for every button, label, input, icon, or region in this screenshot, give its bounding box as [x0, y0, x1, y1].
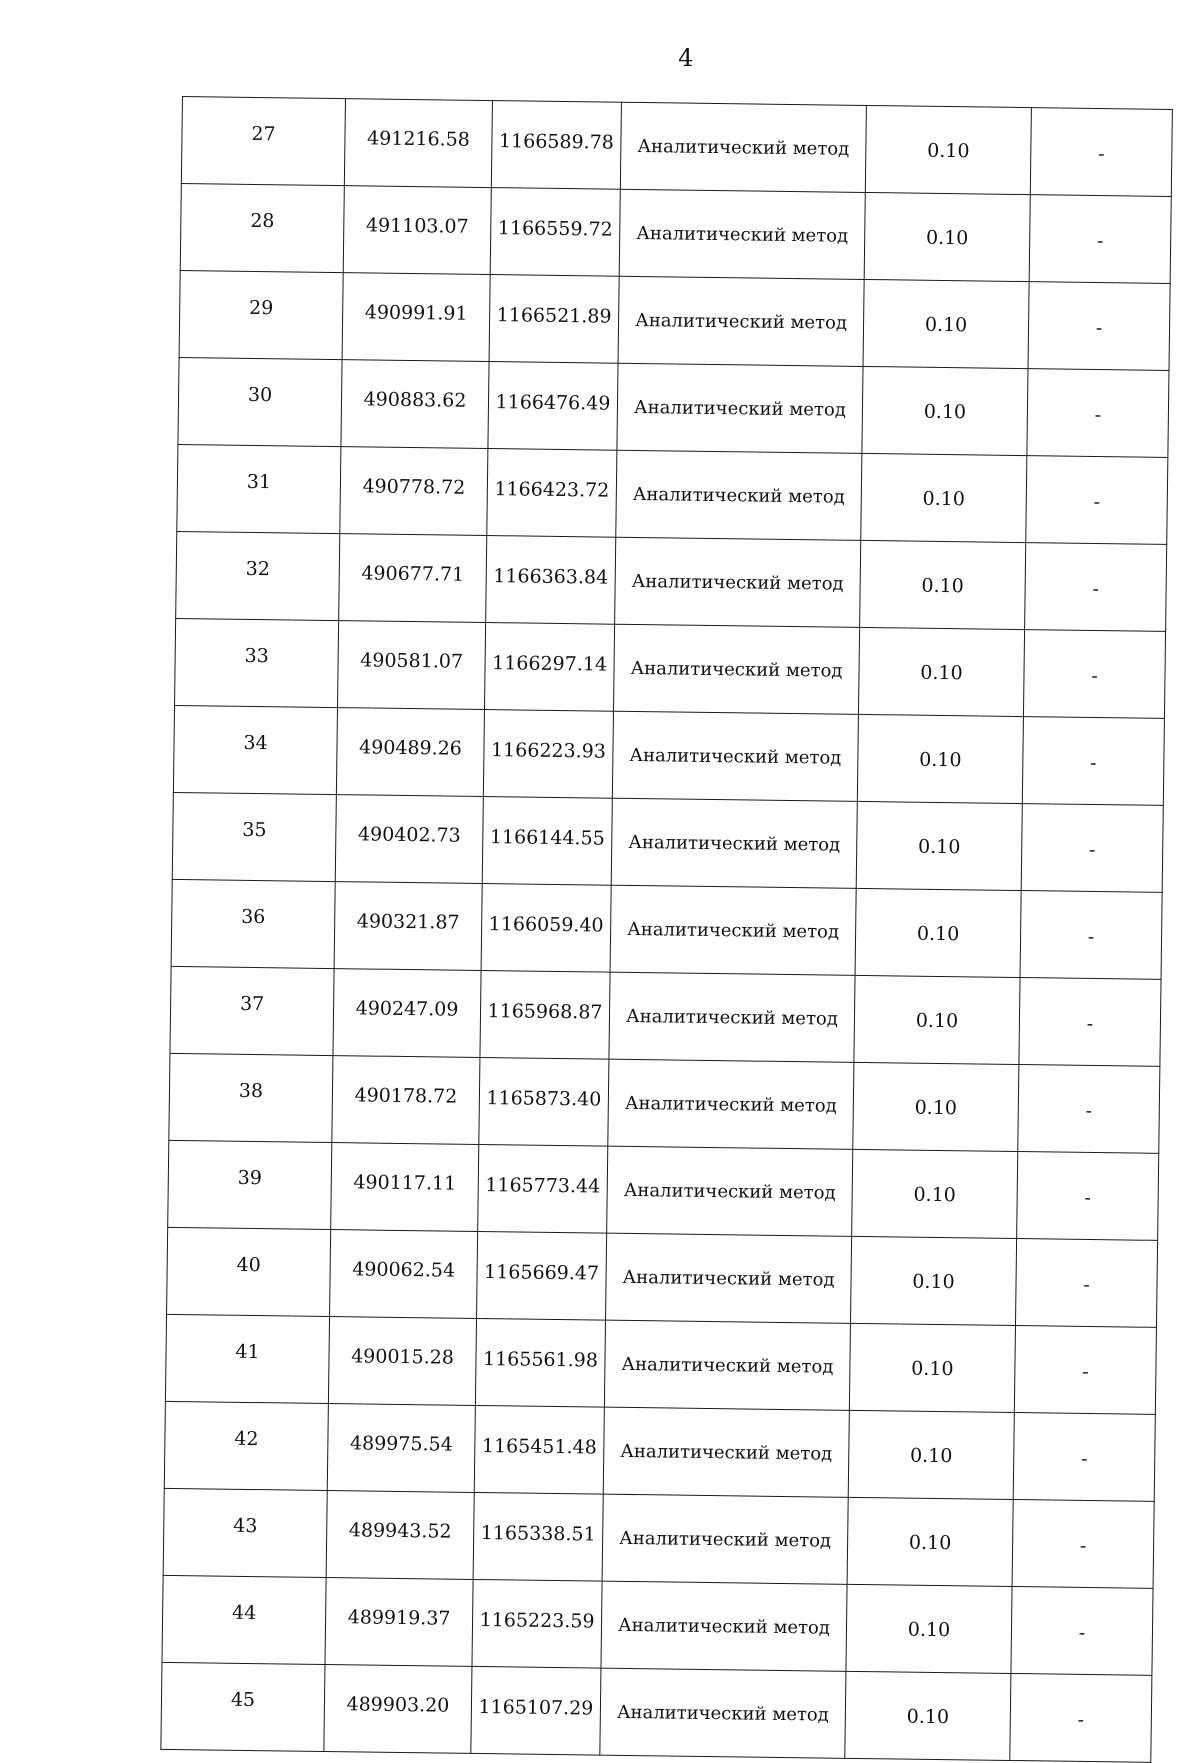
x-coordinate-cell: 491216.58 — [344, 99, 492, 188]
accuracy-cell: 0.10 — [845, 1671, 1011, 1760]
accuracy-cell: 0.10 — [861, 453, 1027, 542]
x-coordinate-cell: 489903.20 — [324, 1665, 472, 1754]
x-coordinate-cell: 490677.71 — [339, 534, 487, 623]
x-coordinate-cell: 490247.09 — [333, 969, 481, 1058]
point-number-cell: 34 — [173, 705, 337, 794]
accuracy-cell: 0.10 — [846, 1584, 1012, 1673]
table-row — [170, 966, 1161, 1066]
point-number-cell: 38 — [169, 1053, 333, 1142]
accuracy-cell: 0.10 — [856, 801, 1022, 890]
x-coordinate-cell: 490062.54 — [330, 1230, 478, 1319]
y-coordinate-cell: 1165669.47 — [477, 1231, 607, 1320]
point-number-cell: 30 — [178, 357, 342, 446]
y-coordinate-cell: 1166297.14 — [484, 623, 614, 712]
method-cell: Аналитический метод — [600, 1668, 846, 1758]
method-cell: Аналитический метод — [615, 537, 861, 627]
method-cell: Аналитический метод — [612, 711, 858, 801]
x-coordinate-cell: 490581.07 — [338, 621, 486, 710]
accuracy-cell: 0.10 — [862, 366, 1028, 455]
accuracy-cell: 0.10 — [850, 1236, 1016, 1325]
x-coordinate-cell: 490178.72 — [332, 1056, 480, 1145]
accuracy-cell: 0.10 — [852, 1149, 1018, 1238]
description-cell: - — [1022, 717, 1164, 806]
point-number-cell: 33 — [175, 618, 339, 707]
point-number-cell: 28 — [180, 183, 344, 272]
method-cell: Аналитический метод — [610, 885, 856, 975]
accuracy-cell: 0.10 — [855, 888, 1021, 977]
y-coordinate-cell: 1166589.78 — [491, 101, 621, 190]
description-cell: - — [1023, 630, 1165, 719]
point-number-cell: 43 — [163, 1488, 327, 1577]
x-coordinate-cell: 490489.26 — [336, 708, 484, 797]
table-row — [176, 531, 1167, 631]
description-cell: - — [1028, 282, 1170, 371]
accuracy-cell: 0.10 — [863, 279, 1029, 368]
y-coordinate-cell: 1165338.51 — [473, 1492, 603, 1581]
table-row — [177, 444, 1168, 544]
point-number-cell: 44 — [162, 1575, 326, 1664]
table-row — [161, 1662, 1152, 1762]
method-cell: Аналитический метод — [618, 276, 864, 366]
page-number: 4 — [678, 44, 694, 72]
table-row — [169, 1053, 1160, 1153]
description-cell: - — [1014, 1326, 1156, 1415]
y-coordinate-cell: 1165223.59 — [472, 1579, 602, 1668]
accuracy-cell: 0.10 — [857, 714, 1023, 803]
y-coordinate-cell: 1165773.44 — [478, 1144, 608, 1233]
y-coordinate-cell: 1166559.72 — [490, 188, 620, 277]
description-cell: - — [1026, 456, 1168, 545]
table-row — [178, 357, 1169, 457]
description-cell: - — [1020, 891, 1162, 980]
description-cell: - — [1029, 195, 1171, 284]
x-coordinate-cell: 490778.72 — [340, 447, 488, 536]
point-number-cell: 37 — [170, 966, 334, 1055]
description-cell: - — [1017, 1152, 1159, 1241]
y-coordinate-cell: 1166521.89 — [489, 275, 619, 364]
description-cell: - — [1011, 1586, 1153, 1675]
method-cell: Аналитический метод — [601, 1581, 847, 1671]
y-coordinate-cell: 1166223.93 — [483, 710, 613, 799]
y-coordinate-cell: 1166144.55 — [482, 797, 612, 886]
coordinates-table-body — [161, 97, 1173, 1763]
table-row — [162, 1575, 1153, 1675]
method-cell: Аналитический метод — [604, 1320, 850, 1410]
method-cell: Аналитический метод — [606, 1233, 852, 1323]
table-row — [172, 792, 1163, 892]
y-coordinate-cell: 1165968.87 — [480, 970, 610, 1059]
description-cell: - — [1018, 1065, 1160, 1154]
point-number-cell: 31 — [177, 444, 341, 533]
table-row — [173, 705, 1164, 805]
x-coordinate-cell: 490015.28 — [328, 1317, 476, 1406]
accuracy-cell: 0.10 — [858, 627, 1024, 716]
y-coordinate-cell: 1166476.49 — [488, 362, 618, 451]
method-cell: Аналитический метод — [613, 624, 859, 714]
y-coordinate-cell: 1165107.29 — [471, 1666, 601, 1755]
accuracy-cell: 0.10 — [848, 1410, 1014, 1499]
x-coordinate-cell: 490402.73 — [335, 795, 483, 884]
accuracy-cell: 0.10 — [865, 105, 1031, 194]
point-number-cell: 42 — [164, 1401, 328, 1490]
point-number-cell: 29 — [179, 270, 343, 359]
x-coordinate-cell: 490991.91 — [342, 273, 490, 362]
description-cell: - — [1027, 369, 1169, 458]
y-coordinate-cell: 1165561.98 — [475, 1318, 605, 1407]
x-coordinate-cell: 490883.62 — [341, 360, 489, 449]
x-coordinate-cell: 489975.54 — [327, 1404, 475, 1493]
table-row — [180, 183, 1171, 283]
method-cell: Аналитический метод — [619, 189, 865, 279]
table-row — [171, 879, 1162, 979]
description-cell: - — [1021, 804, 1163, 893]
point-number-cell: 35 — [172, 792, 336, 881]
point-number-cell: 32 — [176, 531, 340, 620]
y-coordinate-cell: 1166363.84 — [486, 536, 616, 625]
y-coordinate-cell: 1165451.48 — [474, 1405, 604, 1494]
description-cell: - — [1030, 108, 1172, 197]
table-row — [179, 270, 1170, 370]
accuracy-cell: 0.10 — [849, 1323, 1015, 1412]
accuracy-cell: 0.10 — [854, 975, 1020, 1064]
description-cell: - — [1013, 1413, 1155, 1502]
table-row — [168, 1140, 1159, 1240]
method-cell: Аналитический метод — [616, 450, 862, 540]
table-row — [181, 97, 1172, 197]
coordinates-table — [160, 96, 1173, 1763]
method-cell: Аналитический метод — [609, 972, 855, 1062]
description-cell: - — [1015, 1239, 1157, 1328]
point-number-cell: 45 — [161, 1662, 325, 1751]
description-cell: - — [1010, 1673, 1152, 1762]
x-coordinate-cell: 490321.87 — [334, 882, 482, 971]
x-coordinate-cell: 489919.37 — [325, 1578, 473, 1667]
x-coordinate-cell: 490117.11 — [331, 1143, 479, 1232]
y-coordinate-cell: 1166059.40 — [481, 883, 611, 972]
x-coordinate-cell: 491103.07 — [343, 186, 491, 275]
table-row — [163, 1488, 1154, 1588]
accuracy-cell: 0.10 — [864, 192, 1030, 281]
y-coordinate-cell: 1166423.72 — [487, 449, 617, 538]
method-cell: Аналитический метод — [620, 102, 866, 192]
description-cell: - — [1019, 978, 1161, 1067]
method-cell: Аналитический метод — [608, 1059, 854, 1149]
table-row — [175, 618, 1166, 718]
point-number-cell: 40 — [167, 1227, 331, 1316]
method-cell: Аналитический метод — [611, 798, 857, 888]
method-cell: Аналитический метод — [602, 1494, 848, 1584]
accuracy-cell: 0.10 — [847, 1497, 1013, 1586]
y-coordinate-cell: 1165873.40 — [479, 1057, 609, 1146]
accuracy-cell: 0.10 — [853, 1062, 1019, 1151]
point-number-cell: 36 — [171, 879, 335, 968]
point-number-cell: 27 — [181, 97, 345, 186]
description-cell: - — [1025, 543, 1167, 632]
table-row — [165, 1314, 1156, 1414]
x-coordinate-cell: 489943.52 — [326, 1491, 474, 1580]
description-cell: - — [1012, 1500, 1154, 1589]
method-cell: Аналитический метод — [603, 1407, 849, 1497]
table-row — [164, 1401, 1155, 1501]
method-cell: Аналитический метод — [607, 1146, 853, 1236]
method-cell: Аналитический метод — [617, 363, 863, 453]
accuracy-cell: 0.10 — [860, 540, 1026, 629]
table-row — [167, 1227, 1158, 1327]
point-number-cell: 39 — [168, 1140, 332, 1229]
point-number-cell: 41 — [165, 1314, 329, 1403]
